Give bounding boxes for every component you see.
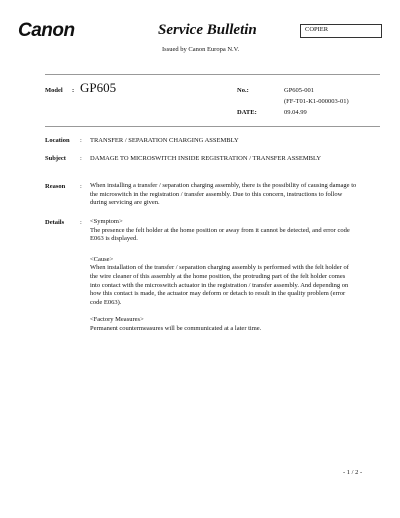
cause-heading: <Cause> [90,255,114,263]
details-colon: : [80,219,82,226]
page-number: - 1 / 2 - [343,469,363,476]
location-label: Location [45,137,70,144]
reason-colon: : [80,183,82,190]
cause-line: When installation of the transfer / separation charging assembly is performed with the felt holder of [90,264,349,272]
page-title: Service Bulletin [158,22,257,38]
cause-line: code E063). [90,298,122,306]
category-label: COPIER [305,26,329,33]
location-colon: : [80,137,82,144]
model-colon: : [72,87,75,94]
symptom-line: The presence the felt holder at the home position or away from it cannot be detected, and error code [90,226,350,234]
reason-line: the microswitch in the registration / transfer assembly. Due to this concern, instructions to follow [90,190,343,198]
symptom-heading: <Symptom> [90,218,123,225]
subject-label: Subject [45,155,66,162]
issued-by: Issued by Canon Europa N.V. [162,46,240,53]
reason-line: When installing a transfer / separation charging assembly, there is the possibility of causing damage to [90,182,357,189]
measures-heading: <Factory Measures> [90,316,144,324]
no-reference: (FF-T01-K1-000003-01) [284,98,349,105]
date-label: DATE: [237,109,257,116]
no-value: GP605-001 [284,87,314,94]
details-label: Details [45,219,65,226]
measures-line: Permanent countermeasures will be communicated at a later time. [90,324,262,332]
model-value: GP605 [80,80,117,95]
cause-line: how this contact is made, the actuator may deform or detach to result in the quality problem (error [90,290,346,298]
symptom-line: E063 is displayed. [90,235,138,243]
reason-text [90,182,385,208]
location-value: TRANSFER / SEPARATION CHARGING ASSEMBLY [90,137,239,144]
date-value: 09.04.99 [284,109,307,116]
model-label: Model [45,87,63,94]
subject-colon: : [80,155,82,162]
details-text [90,218,385,334]
reason-line: during servicing are given. [90,199,160,207]
divider-top [45,74,380,75]
canon-logo: Canon [18,20,75,41]
no-label: No.: [237,87,249,94]
divider-middle [45,126,380,127]
reason-label: Reason [45,183,66,190]
subject-value: DAMAGE TO MICROSWITCH INSIDE REGISTRATION / TRANSFER ASSEMBLY [90,155,322,162]
category-box [300,24,382,38]
cause-line: the wire cleaner of this assembly at the home position, the protruding part of the felt holder comes [90,272,346,280]
cause-line: into contact with the microswitch actuator in the registration / transfer assembly. And depending on [90,281,349,289]
